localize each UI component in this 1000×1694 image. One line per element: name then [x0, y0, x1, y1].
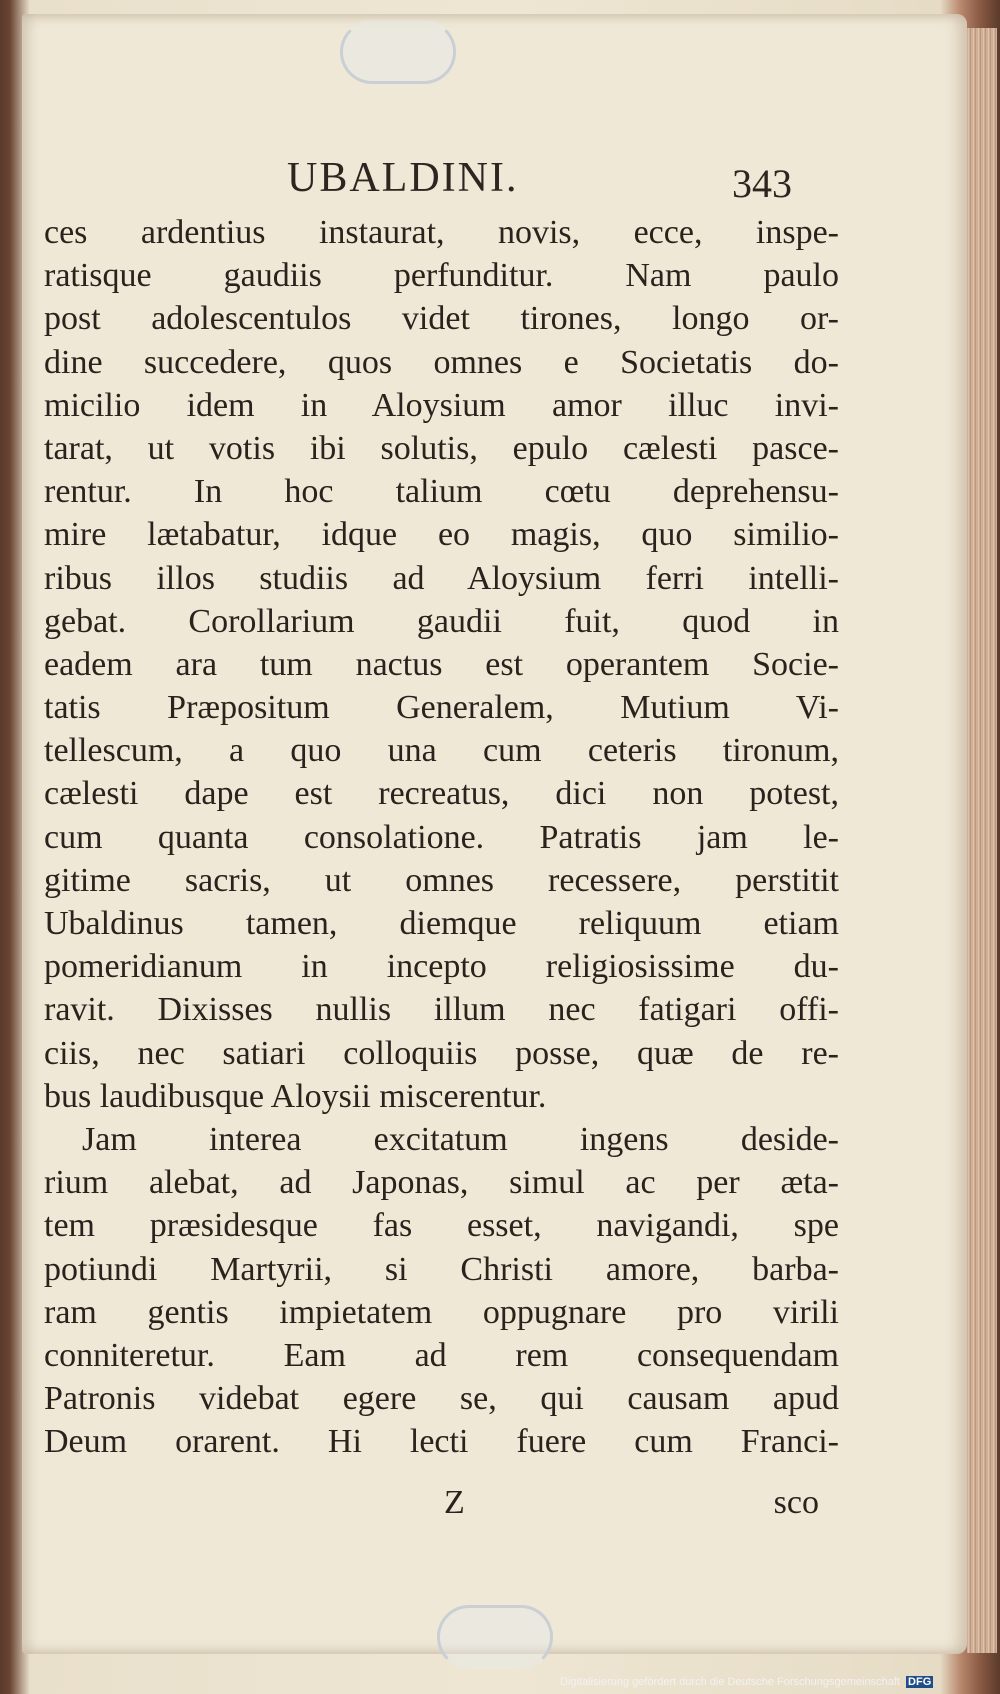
text-line: Deum orarent. Hi lecti fuere cum Franci- — [44, 1423, 839, 1461]
text-line: ravit. Dixisses nullis illum nec fatigari offi- — [44, 991, 839, 1029]
page-clip-bottom — [437, 1605, 553, 1669]
text-line: eadem ara tum nactus est operantem Socie- — [44, 645, 839, 683]
text-line: dine succedere, quos omnes e Societatis do- — [44, 343, 839, 381]
book-page — [22, 14, 967, 1654]
text-line: tem præsidesque fas esset, navigandi, spe — [44, 1207, 839, 1245]
text-line: ratisque gaudiis perfunditur. Nam paulo — [44, 257, 839, 295]
text-line: tarat, ut votis ibi solutis, epulo cælesti pasce- — [44, 429, 839, 467]
text-line: pomeridianum in incepto religiosissime du- — [44, 948, 839, 986]
text-line: gebat. Corollarium gaudii fuit, quod in — [44, 602, 839, 640]
text-line: potiundi Martyrii, si Christi amore, barba- — [44, 1250, 839, 1288]
text-line: rentur. In hoc talium cœtu deprehensu- — [44, 473, 839, 511]
page-text — [44, 211, 839, 1463]
text-line: gitime sacris, ut omnes recessere, perstitit — [44, 861, 839, 899]
text-line: conniteretur. Eam ad rem consequendam — [44, 1336, 839, 1374]
catchword: sco — [773, 1484, 819, 1521]
signature-mark: Z — [444, 1484, 465, 1521]
text-line: cum quanta consolatione. Patratis jam le- — [44, 818, 839, 856]
text-line: tellescum, a quo una cum ceteris tironum, — [44, 732, 839, 770]
digitization-credit — [560, 1676, 933, 1688]
text-line: tatis Præpositum Generalem, Mutium Vi- — [44, 689, 839, 727]
text-line: Ubaldinus tamen, diemque reliquum etiam — [44, 905, 839, 942]
text-line: bus laudibusque Aloysii miscerentur. — [44, 1077, 547, 1115]
text-line: Patronis videbat egere se, qui causam apud — [44, 1380, 839, 1418]
text-line: rium alebat, ad Japonas, simul ac per æta- — [44, 1164, 839, 1202]
page-number: 343 — [732, 161, 792, 206]
text-line: ribus illos studiis ad Aloysium ferri intelli- — [44, 559, 839, 597]
text-line: ces ardentius instaurat, novis, ecce, inspe- — [44, 214, 839, 251]
text-line: ciis, nec satiari colloquiis posse, quæ de re- — [44, 1034, 839, 1072]
running-head: UBALDINI. — [287, 155, 519, 201]
text-line: micilio idem in Aloysium amor illuc invi- — [44, 386, 839, 424]
text-line: post adolescentulos videt tirones, longo or- — [44, 300, 839, 338]
page-clip-top — [340, 20, 456, 84]
dfg-logo: DFG — [908, 1676, 932, 1688]
text-line: mire lætabatur, idque eo magis, quo similio- — [44, 516, 839, 554]
text-line: ram gentis impietatem oppugnare pro virili — [44, 1293, 839, 1331]
credit-text: Digitalisierung gefördert durch die Deutsche Forschungsgemeinschaft — [560, 1676, 900, 1688]
book-fore-edge — [967, 28, 997, 1653]
text-line: cælesti dape est recreatus, dici non potest, — [44, 775, 839, 813]
text-line: Jam interea excitatum ingens deside- — [82, 1120, 839, 1158]
